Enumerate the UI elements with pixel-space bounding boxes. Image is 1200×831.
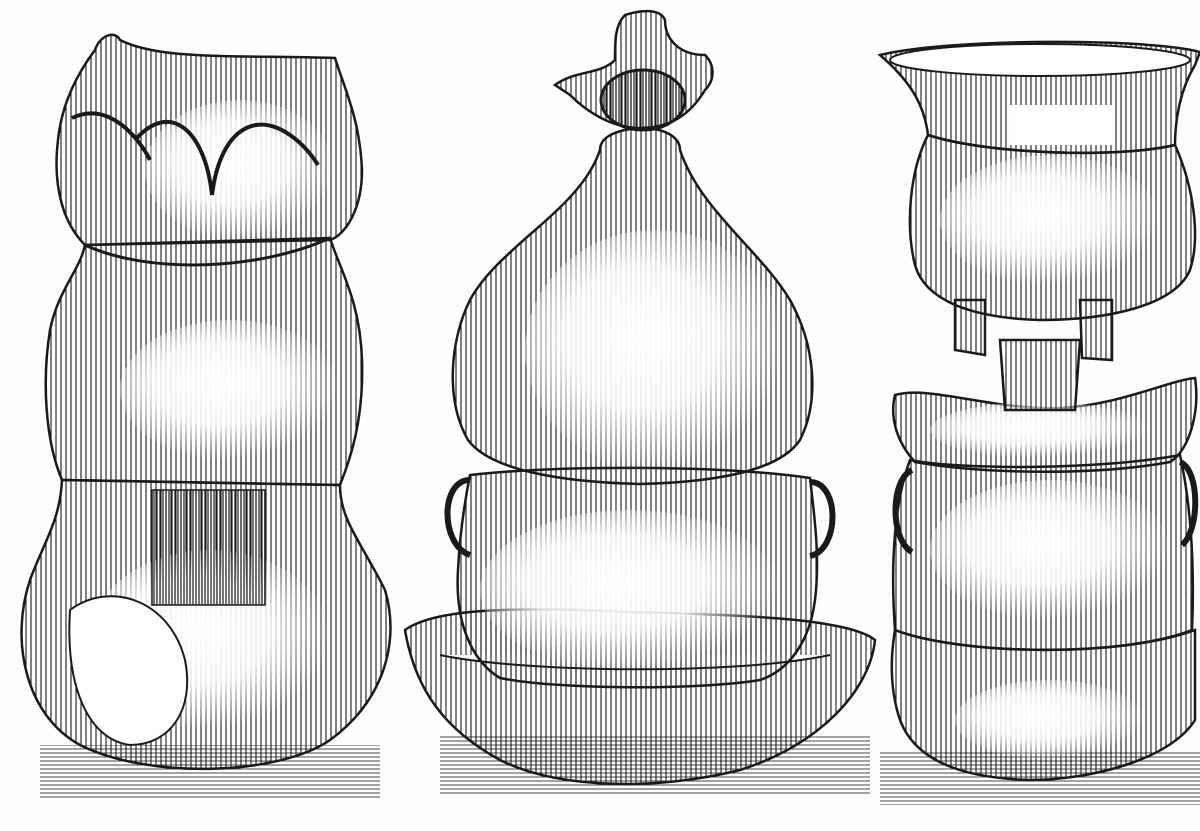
stack-right	[880, 42, 1200, 780]
stack-center	[405, 11, 875, 784]
stack-left	[22, 35, 391, 769]
